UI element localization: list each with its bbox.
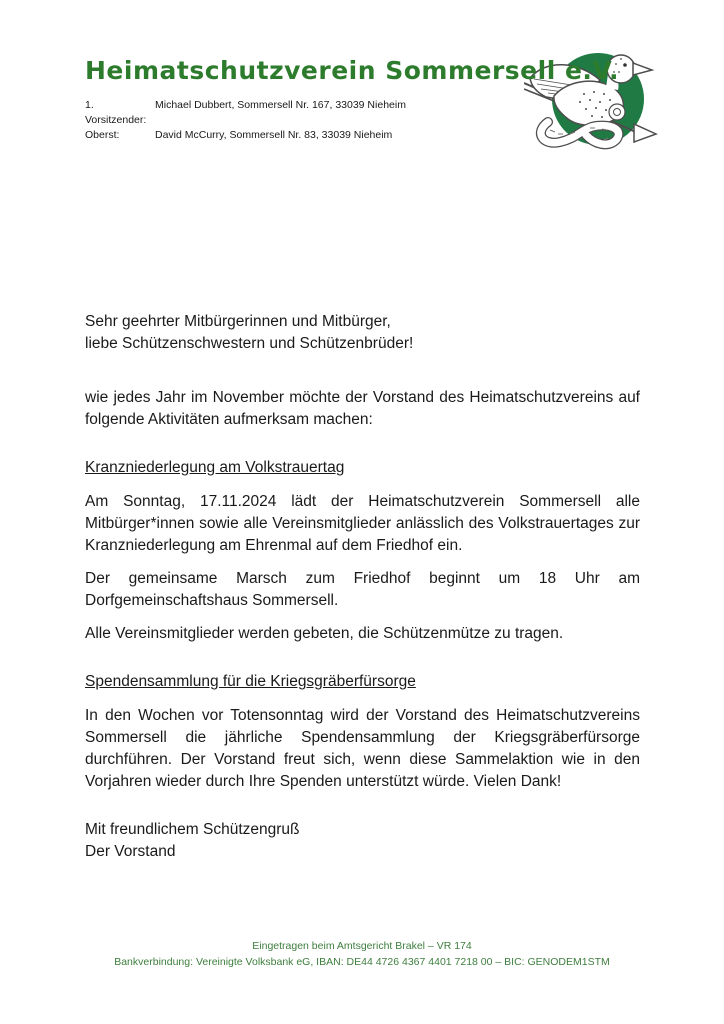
intro-paragraph: wie jedes Jahr im November möchte der Vorstand des Heimatschutzvereins auf folgende Aktivitäten aufmerksam machen: xyxy=(85,389,640,428)
contact-line-vorsitzender xyxy=(85,98,640,128)
closing-line-1: Mit freundlichem Schützengruß xyxy=(85,821,300,838)
contact-value: David McCurry, Sommersell Nr. 83, 33039 Nieheim xyxy=(155,129,393,141)
salutation-line-1: Sehr geehrter Mitbürgerinnen und Mitbürger, xyxy=(85,313,391,330)
section-heading-spendensammlung: Spendensammlung für die Kriegsgräberfürsorge xyxy=(85,673,416,690)
contact-label: Oberst: xyxy=(85,129,120,141)
body-paragraph: Der gemeinsame Marsch zum Friedhof beginnt um 18 Uhr am Dorfgemeinschaftshaus Sommersell. xyxy=(85,570,640,609)
body-paragraph: In den Wochen vor Totensonntag wird der Vorstand des Heimatschutzvereins Sommersell die jährliche Spendensammlung der Kriegsgräberfürsorge durchführen. Der Vorstand freut sich, wenn diese Sammelaktion wie in den Vorjahren wieder durch Ihre Spenden unterstützt würde. Vielen Dank! xyxy=(85,707,640,790)
closing-line-2: Der Vorstand xyxy=(85,843,176,860)
contact-value: Michael Dubbert, Sommersell Nr. 167, 33039 Nieheim xyxy=(155,99,406,111)
body-paragraph: Alle Vereinsmitglieder werden gebeten, die Schützenmütze zu tragen. xyxy=(85,625,564,642)
body-paragraph: Am Sonntag, 17.11.2024 lädt der Heimatschutzverein Sommersell alle Mitbürger*innen sowie alle Vereinsmitglieder anlässlich des Volkstrauertages zur Kranzniederlegung am Ehrenmal auf dem Friedhof ein. xyxy=(85,493,640,554)
footer xyxy=(0,939,724,970)
letterhead-contacts xyxy=(85,98,640,143)
section-heading-kranzniederlegung: Kranzniederlegung am Volkstrauertag xyxy=(85,459,345,476)
org-title: Heimatschutzverein Sommersell e.V. xyxy=(85,56,620,85)
footer-registry-line: Eingetragen beim Amtsgericht Brakel – VR 174 xyxy=(252,940,472,952)
salutation xyxy=(85,311,640,355)
closing xyxy=(85,819,640,863)
contact-label: 1. Vorsitzender: xyxy=(85,99,147,126)
salutation-line-2: liebe Schützenschwestern und Schützenbrüder! xyxy=(85,335,414,352)
contact-line-oberst xyxy=(85,128,640,143)
footer-bank-line: Bankverbindung: Vereinigte Volksbank eG, IBAN: DE44 4726 4367 4401 7218 00 – BIC: GENODEM1STM xyxy=(114,955,610,968)
